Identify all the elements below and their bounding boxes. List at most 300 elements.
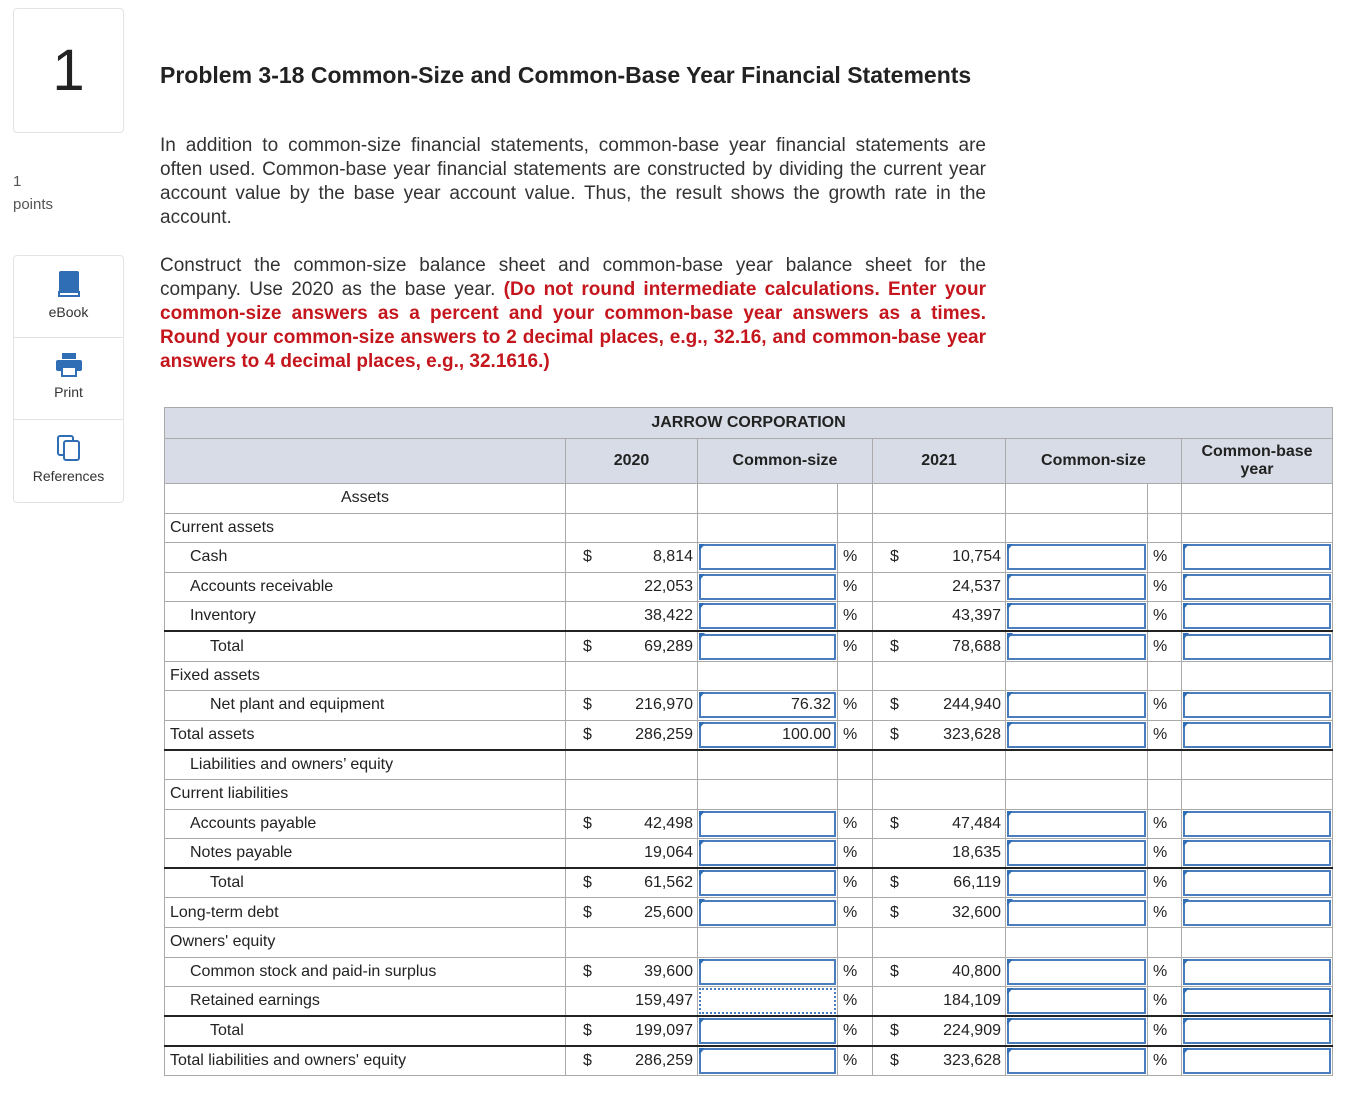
common-size-2021-input[interactable] bbox=[1007, 959, 1146, 985]
value-2020: 286,259 bbox=[606, 720, 698, 750]
common-size-2021-input-cell bbox=[1006, 898, 1148, 928]
common-size-2020-input-cell bbox=[698, 868, 838, 898]
row-label: Total bbox=[165, 631, 566, 661]
common-size-2020-input-cell bbox=[698, 809, 838, 839]
percent-sign: % bbox=[1148, 1016, 1182, 1046]
value-2021: 78,688 bbox=[913, 631, 1006, 661]
blank-cell bbox=[873, 513, 1006, 543]
common-size-2021-input[interactable] bbox=[1007, 544, 1146, 570]
instructions bbox=[160, 254, 986, 374]
input-flag-icon bbox=[1183, 811, 1189, 818]
common-size-2020-input[interactable] bbox=[699, 634, 836, 660]
dollar-sign-2021: $ bbox=[873, 957, 913, 987]
value-2021: 32,600 bbox=[913, 898, 1006, 928]
input-flag-icon bbox=[699, 692, 705, 699]
common-size-2020-input-cell bbox=[698, 720, 838, 750]
table-row bbox=[165, 720, 1333, 750]
common-size-2021-input-cell bbox=[1006, 868, 1148, 898]
common-size-2021-input-cell bbox=[1006, 572, 1148, 602]
dollar-sign-2021 bbox=[873, 987, 913, 1017]
percent-sign: % bbox=[1148, 543, 1182, 573]
percent-sign: % bbox=[838, 691, 873, 721]
header-common-size-2021: Common-size bbox=[1006, 439, 1182, 484]
common-size-2020-input-cell bbox=[698, 602, 838, 632]
blank-cell bbox=[698, 661, 838, 691]
value-2020: 22,053 bbox=[606, 572, 698, 602]
percent-sign: % bbox=[1148, 898, 1182, 928]
table-row bbox=[165, 602, 1333, 632]
common-size-2021-input[interactable] bbox=[1007, 722, 1146, 748]
dollar-sign-2020: $ bbox=[566, 868, 606, 898]
input-flag-icon bbox=[1183, 899, 1189, 906]
dollar-sign-2020 bbox=[566, 839, 606, 869]
common-size-2020-input-cell bbox=[698, 631, 838, 661]
value-2020: 216,970 bbox=[606, 691, 698, 721]
intro-text: In addition to common-size financial statements, common-base year financial statements are often used. Common-base year financial statements are constructed by dividing the current year account value by the base year account value. Thus, the result shows the growth rate in the account. bbox=[160, 135, 986, 228]
blank-cell bbox=[838, 779, 873, 809]
dollar-sign-2021: $ bbox=[873, 631, 913, 661]
percent-sign: % bbox=[1148, 720, 1182, 750]
blank-cell bbox=[1148, 750, 1182, 780]
dollar-sign-2021: $ bbox=[873, 720, 913, 750]
balance-sheet-table bbox=[164, 407, 1333, 1076]
blank-cell bbox=[698, 750, 838, 780]
value-2021: 244,940 bbox=[913, 691, 1006, 721]
common-base-year-input[interactable] bbox=[1183, 1018, 1331, 1044]
blank-cell bbox=[1148, 927, 1182, 957]
blank-cell bbox=[566, 513, 698, 543]
input-flag-icon bbox=[1183, 1048, 1189, 1055]
table-row bbox=[165, 809, 1333, 839]
common-base-year-input[interactable] bbox=[1183, 544, 1331, 570]
row-label: Cash bbox=[165, 543, 566, 573]
common-size-2020-input-cell bbox=[698, 987, 838, 1017]
common-base-year-input-cell bbox=[1182, 572, 1333, 602]
common-base-year-input-cell bbox=[1182, 720, 1333, 750]
percent-sign: % bbox=[1148, 572, 1182, 602]
common-size-2020-input-cell bbox=[698, 691, 838, 721]
table-row bbox=[165, 543, 1333, 573]
input-flag-icon bbox=[1007, 692, 1013, 699]
dollar-sign-2021: $ bbox=[873, 543, 913, 573]
input-flag-icon bbox=[699, 1048, 705, 1055]
input-flag-icon bbox=[1007, 603, 1013, 610]
value-2021: 323,628 bbox=[913, 720, 1006, 750]
book-icon bbox=[57, 270, 81, 298]
common-size-2021-input[interactable] bbox=[1007, 1018, 1146, 1044]
common-size-2021-input[interactable] bbox=[1007, 988, 1146, 1014]
common-base-year-input[interactable] bbox=[1183, 900, 1331, 926]
row-label: Total liabilities and owners' equity bbox=[165, 1046, 566, 1076]
value-2021: 184,109 bbox=[913, 987, 1006, 1017]
dollar-sign-2021: $ bbox=[873, 809, 913, 839]
blank-cell bbox=[698, 927, 838, 957]
points-value: 1 bbox=[13, 173, 22, 190]
percent-sign: % bbox=[838, 809, 873, 839]
common-size-2020-input[interactable] bbox=[699, 1018, 836, 1044]
common-base-year-input-cell bbox=[1182, 898, 1333, 928]
blank-cell bbox=[566, 927, 698, 957]
value-2020: 19,064 bbox=[606, 839, 698, 869]
common-base-year-input-cell bbox=[1182, 1046, 1333, 1076]
common-size-2021-input-cell bbox=[1006, 839, 1148, 869]
dollar-sign-2021: $ bbox=[873, 868, 913, 898]
common-size-2020-input[interactable] bbox=[699, 811, 836, 837]
input-flag-icon bbox=[699, 840, 705, 847]
percent-sign: % bbox=[1148, 809, 1182, 839]
blank-cell bbox=[838, 750, 873, 780]
print-button[interactable] bbox=[14, 338, 123, 420]
blank-cell bbox=[873, 484, 1006, 514]
input-flag-icon bbox=[1007, 840, 1013, 847]
blank-cell bbox=[1006, 779, 1148, 809]
value-2021: 10,754 bbox=[913, 543, 1006, 573]
references-label: References bbox=[32, 468, 105, 484]
input-flag-icon bbox=[699, 633, 705, 640]
blank-cell bbox=[838, 927, 873, 957]
common-base-year-input[interactable] bbox=[1183, 959, 1331, 985]
percent-sign: % bbox=[838, 987, 873, 1017]
common-size-2020-input[interactable] bbox=[699, 988, 836, 1014]
common-base-year-input[interactable] bbox=[1183, 692, 1331, 718]
common-base-year-input-cell bbox=[1182, 631, 1333, 661]
common-size-2020-input-cell bbox=[698, 543, 838, 573]
blank-cell bbox=[1006, 927, 1148, 957]
dollar-sign-2021: $ bbox=[873, 1046, 913, 1076]
copy-icon bbox=[56, 434, 82, 462]
row-label: Liabilities and owners’ equity bbox=[165, 750, 566, 780]
common-base-year-input-cell bbox=[1182, 987, 1333, 1017]
header-common-base-year: Common-base year bbox=[1182, 439, 1333, 484]
common-size-2021-input[interactable] bbox=[1007, 900, 1146, 926]
common-size-2021-input-cell bbox=[1006, 1046, 1148, 1076]
table-row bbox=[165, 484, 1333, 514]
common-size-2020-input[interactable] bbox=[699, 544, 836, 570]
table-row bbox=[165, 868, 1333, 898]
input-flag-icon bbox=[1007, 959, 1013, 966]
input-flag-icon bbox=[699, 1018, 705, 1025]
percent-sign: % bbox=[1148, 1046, 1182, 1076]
blank-cell bbox=[1182, 513, 1333, 543]
common-size-2021-input-cell bbox=[1006, 987, 1148, 1017]
common-size-2021-input-cell bbox=[1006, 957, 1148, 987]
common-size-2020-input[interactable] bbox=[699, 840, 836, 866]
value-2021: 24,537 bbox=[913, 572, 1006, 602]
problem-title: Problem 3-18 Common-Size and Common-Base Year Financial Statements bbox=[160, 62, 972, 88]
percent-sign: % bbox=[1148, 602, 1182, 632]
input-flag-icon bbox=[1007, 1048, 1013, 1055]
input-flag-icon bbox=[1183, 988, 1189, 995]
value-2021: 43,397 bbox=[913, 602, 1006, 632]
common-size-2021-input[interactable] bbox=[1007, 811, 1146, 837]
instructions-bold: (Do not round intermediate calculations. Enter your common-size answers as a percent and your common-base year answers as a times. Round your common-size answers to 2 decimal places, e.g., 32.16, and common-base year answers to 4 decimal places, e.g., 32.1616.) bbox=[160, 279, 987, 372]
common-base-year-input[interactable] bbox=[1183, 988, 1331, 1014]
input-flag-icon bbox=[1007, 811, 1013, 818]
row-label: Net plant and equipment bbox=[165, 691, 566, 721]
percent-sign: % bbox=[838, 543, 873, 573]
blank-cell bbox=[1148, 484, 1182, 514]
row-label: Assets bbox=[165, 484, 566, 514]
common-size-2021-input-cell bbox=[1006, 691, 1148, 721]
common-size-2020-input[interactable] bbox=[699, 574, 836, 600]
row-label: Accounts payable bbox=[165, 809, 566, 839]
input-flag-icon bbox=[1183, 544, 1189, 551]
blank-cell bbox=[838, 661, 873, 691]
common-size-2021-input[interactable] bbox=[1007, 1048, 1146, 1074]
ebook-button[interactable] bbox=[14, 256, 123, 338]
common-base-year-input-cell bbox=[1182, 868, 1333, 898]
common-base-year-input[interactable] bbox=[1183, 722, 1331, 748]
blank-cell bbox=[838, 513, 873, 543]
percent-sign: % bbox=[838, 1016, 873, 1046]
dollar-sign-2021: $ bbox=[873, 691, 913, 721]
table-row bbox=[165, 898, 1333, 928]
row-label: Inventory bbox=[165, 602, 566, 632]
percent-sign: % bbox=[838, 839, 873, 869]
percent-sign: % bbox=[838, 898, 873, 928]
common-base-year-input-cell bbox=[1182, 1016, 1333, 1046]
input-flag-icon bbox=[1007, 870, 1013, 877]
references-button[interactable] bbox=[14, 420, 123, 502]
common-size-2021-input-cell bbox=[1006, 631, 1148, 661]
ebook-label: eBook bbox=[48, 304, 89, 320]
print-label: Print bbox=[54, 384, 83, 400]
input-flag-icon bbox=[699, 544, 705, 551]
header-2021: 2021 bbox=[873, 439, 1006, 484]
percent-sign: % bbox=[1148, 691, 1182, 721]
dollar-sign-2020: $ bbox=[566, 1046, 606, 1076]
dollar-sign-2020 bbox=[566, 987, 606, 1017]
percent-sign: % bbox=[838, 720, 873, 750]
table-row bbox=[165, 661, 1333, 691]
row-label: Long-term debt bbox=[165, 898, 566, 928]
table-row bbox=[165, 927, 1333, 957]
value-2020: 199,097 bbox=[606, 1016, 698, 1046]
blank-cell bbox=[1006, 513, 1148, 543]
value-2021: 40,800 bbox=[913, 957, 1006, 987]
value-2020: 286,259 bbox=[606, 1046, 698, 1076]
percent-sign: % bbox=[838, 868, 873, 898]
input-flag-icon bbox=[1007, 722, 1013, 729]
percent-sign: % bbox=[1148, 987, 1182, 1017]
blank-cell bbox=[1006, 750, 1148, 780]
row-label: Current assets bbox=[165, 513, 566, 543]
blank-cell bbox=[566, 484, 698, 514]
row-label: Notes payable bbox=[165, 839, 566, 869]
table-row bbox=[165, 750, 1333, 780]
dollar-sign-2020: $ bbox=[566, 720, 606, 750]
input-flag-icon bbox=[699, 722, 705, 729]
dollar-sign-2021: $ bbox=[873, 1016, 913, 1046]
row-label: Total assets bbox=[165, 720, 566, 750]
percent-sign: % bbox=[1148, 868, 1182, 898]
header-blank bbox=[165, 439, 566, 484]
input-flag-icon bbox=[699, 811, 705, 818]
input-flag-icon bbox=[1183, 959, 1189, 966]
row-label: Owners' equity bbox=[165, 927, 566, 957]
common-size-2021-input[interactable] bbox=[1007, 574, 1146, 600]
input-flag-icon bbox=[1007, 544, 1013, 551]
blank-cell bbox=[1182, 750, 1333, 780]
value-2021: 323,628 bbox=[913, 1046, 1006, 1076]
common-size-2021-input[interactable] bbox=[1007, 634, 1146, 660]
input-flag-icon bbox=[1183, 603, 1189, 610]
common-size-2021-input-cell bbox=[1006, 809, 1148, 839]
common-size-2021-input-cell bbox=[1006, 720, 1148, 750]
common-base-year-input[interactable] bbox=[1183, 1048, 1331, 1074]
input-flag-icon bbox=[1007, 899, 1013, 906]
input-flag-icon bbox=[1183, 574, 1189, 581]
common-size-2021-input[interactable] bbox=[1007, 603, 1146, 629]
common-size-2020-input-cell bbox=[698, 1016, 838, 1046]
common-size-2020-input[interactable] bbox=[699, 1048, 836, 1074]
percent-sign: % bbox=[838, 602, 873, 632]
blank-cell bbox=[698, 513, 838, 543]
row-label: Common stock and paid-in surplus bbox=[165, 957, 566, 987]
blank-cell bbox=[698, 484, 838, 514]
table-row bbox=[165, 957, 1333, 987]
value-2020: 38,422 bbox=[606, 602, 698, 632]
row-label: Total bbox=[165, 1016, 566, 1046]
input-flag-icon bbox=[699, 870, 705, 877]
percent-sign: % bbox=[838, 1046, 873, 1076]
dollar-sign-2020 bbox=[566, 602, 606, 632]
percent-sign: % bbox=[838, 631, 873, 661]
common-size-2021-input[interactable] bbox=[1007, 692, 1146, 718]
common-size-2021-input-cell bbox=[1006, 543, 1148, 573]
common-base-year-input[interactable] bbox=[1183, 603, 1331, 629]
table-row bbox=[165, 1046, 1333, 1076]
dollar-sign-2020: $ bbox=[566, 631, 606, 661]
dollar-sign-2020 bbox=[566, 572, 606, 602]
blank-cell bbox=[1006, 484, 1148, 514]
row-label: Fixed assets bbox=[165, 661, 566, 691]
blank-cell bbox=[1148, 661, 1182, 691]
value-2020: 42,498 bbox=[606, 809, 698, 839]
input-flag-icon bbox=[1007, 988, 1013, 995]
blank-cell bbox=[1182, 484, 1333, 514]
common-base-year-input[interactable] bbox=[1183, 574, 1331, 600]
percent-sign: % bbox=[1148, 631, 1182, 661]
common-size-2020-input[interactable] bbox=[699, 870, 836, 896]
value-2020: 8,814 bbox=[606, 543, 698, 573]
dollar-sign-2020: $ bbox=[566, 898, 606, 928]
percent-sign: % bbox=[838, 957, 873, 987]
blank-cell bbox=[698, 779, 838, 809]
blank-cell bbox=[873, 927, 1006, 957]
dollar-sign-2021 bbox=[873, 572, 913, 602]
common-base-year-input[interactable] bbox=[1183, 840, 1331, 866]
percent-sign: % bbox=[1148, 957, 1182, 987]
common-size-2021-input[interactable] bbox=[1007, 870, 1146, 896]
blank-cell bbox=[1182, 661, 1333, 691]
input-flag-icon bbox=[699, 899, 705, 906]
common-base-year-input-cell bbox=[1182, 543, 1333, 573]
dollar-sign-2021 bbox=[873, 839, 913, 869]
header-common-size-2020: Common-size bbox=[698, 439, 873, 484]
tools-panel bbox=[13, 255, 124, 503]
common-base-year-input-cell bbox=[1182, 839, 1333, 869]
percent-sign: % bbox=[1148, 839, 1182, 869]
table-row bbox=[165, 987, 1333, 1017]
dollar-sign-2020: $ bbox=[566, 543, 606, 573]
common-base-year-input-cell bbox=[1182, 691, 1333, 721]
table-row bbox=[165, 691, 1333, 721]
dollar-sign-2020: $ bbox=[566, 957, 606, 987]
dollar-sign-2020: $ bbox=[566, 809, 606, 839]
header-2020: 2020 bbox=[566, 439, 698, 484]
points bbox=[13, 170, 53, 216]
blank-cell bbox=[1182, 779, 1333, 809]
dollar-sign-2021: $ bbox=[873, 898, 913, 928]
common-size-2020-input-cell bbox=[698, 898, 838, 928]
input-flag-icon bbox=[1007, 1018, 1013, 1025]
blank-cell bbox=[566, 779, 698, 809]
common-size-2020-input[interactable] bbox=[699, 900, 836, 926]
blank-cell bbox=[873, 661, 1006, 691]
common-size-2021-input-cell bbox=[1006, 1016, 1148, 1046]
input-flag-icon bbox=[1183, 633, 1189, 640]
input-flag-icon bbox=[1007, 574, 1013, 581]
common-base-year-input[interactable] bbox=[1183, 811, 1331, 837]
value-2020: 25,600 bbox=[606, 898, 698, 928]
blank-cell bbox=[1148, 513, 1182, 543]
blank-cell bbox=[1006, 661, 1148, 691]
dollar-sign-2020: $ bbox=[566, 1016, 606, 1046]
common-size-2020-input-cell bbox=[698, 1046, 838, 1076]
blank-cell bbox=[873, 779, 1006, 809]
common-size-2021-input-cell bbox=[1006, 602, 1148, 632]
value-2020: 61,562 bbox=[606, 868, 698, 898]
common-size-2020-input-cell bbox=[698, 572, 838, 602]
table-row bbox=[165, 839, 1333, 869]
common-base-year-input-cell bbox=[1182, 809, 1333, 839]
input-flag-icon bbox=[699, 574, 705, 581]
table-row bbox=[165, 572, 1333, 602]
value-2020: 69,289 bbox=[606, 631, 698, 661]
points-label: points bbox=[13, 196, 54, 213]
value-2021: 224,909 bbox=[913, 1016, 1006, 1046]
value-2020: 39,600 bbox=[606, 957, 698, 987]
value-2021: 18,635 bbox=[913, 839, 1006, 869]
common-size-2020-input-cell bbox=[698, 839, 838, 869]
common-base-year-input[interactable] bbox=[1183, 870, 1331, 896]
common-base-year-input-cell bbox=[1182, 957, 1333, 987]
blank-cell bbox=[566, 661, 698, 691]
input-flag-icon bbox=[1183, 870, 1189, 877]
table-row bbox=[165, 1016, 1333, 1046]
common-size-2020-input-cell bbox=[698, 957, 838, 987]
common-size-2020-input[interactable]: 100.00 bbox=[699, 722, 836, 748]
common-size-2020-input[interactable] bbox=[699, 959, 836, 985]
common-size-2020-input[interactable]: 76.32 bbox=[699, 692, 836, 718]
input-flag-icon bbox=[1183, 1018, 1189, 1025]
input-flag-icon bbox=[1183, 840, 1189, 847]
input-flag-icon bbox=[699, 959, 705, 966]
row-label: Total bbox=[165, 868, 566, 898]
blank-cell bbox=[1148, 779, 1182, 809]
value-2021: 66,119 bbox=[913, 868, 1006, 898]
blank-cell bbox=[1182, 927, 1333, 957]
table-row bbox=[165, 779, 1333, 809]
blank-cell bbox=[873, 750, 1006, 780]
common-size-2021-input[interactable] bbox=[1007, 840, 1146, 866]
table-row bbox=[165, 631, 1333, 661]
percent-sign: % bbox=[838, 572, 873, 602]
common-size-2020-input[interactable] bbox=[699, 603, 836, 629]
common-base-year-input[interactable] bbox=[1183, 634, 1331, 660]
input-flag-icon bbox=[1183, 692, 1189, 699]
